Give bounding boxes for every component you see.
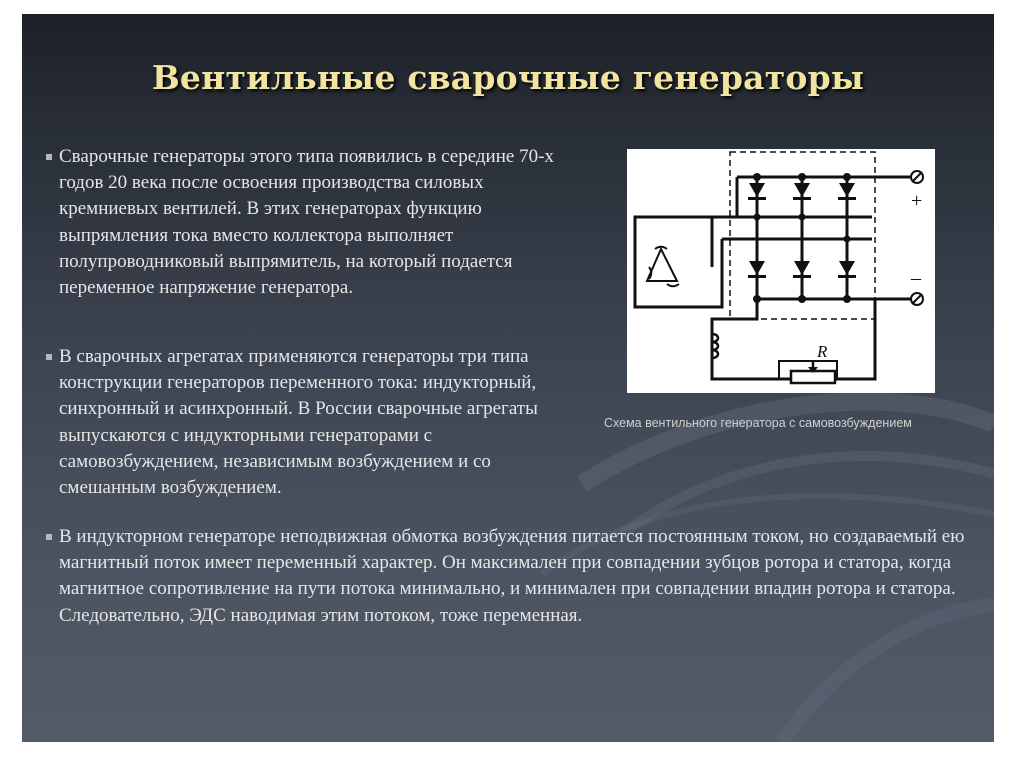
slide [22,14,994,742]
paragraph-3: В индукторном генераторе неподвижная обмотка возбуждения питается постоянным током, но создаваемый ею магнитный поток имеет переменный характер. Он максимален при совпадении зубцов ротора и статора, когда магнитное сопротивление на пути потока минимально, и минимален при совпадении впадин ротора и статора. Следовательно, ЭДС наводимая этим потоком, тоже переменная. [59,526,965,626]
paragraph-1: Сварочные генераторы этого типа появились в середине 70-х годов 20 века после освоения производства силовых кремниевых вентилей. В этих генераторах функцию выпрямления тока вместо коллектора выполняет полупроводниковый выпрямитель, на который подается переменное напряжение генератора. [59,146,554,299]
figure-caption: Схема вентильного генератора с самовозбуждением [604,416,912,430]
plus-label: + [911,190,923,212]
circuit-schematic [627,149,935,393]
resistor-label: R [817,342,828,361]
bullet-2 [46,354,52,360]
slide-title: Вентильные сварочные генераторы [151,58,865,97]
bullet-1 [46,154,52,160]
paragraph-2: В сварочных агрегатах применяются генераторы три типа конструкции генераторов переменного тока: индукторный, синхронный и асинхронный. В России сварочные агрегаты выпускаются с индукторными генераторами с самовозбуждением, независимым возбуждением и со смешанным возбуждением. [59,346,538,499]
bullet-3 [46,534,52,540]
minus-label: – [911,267,921,289]
circuit-diagram [627,149,935,393]
